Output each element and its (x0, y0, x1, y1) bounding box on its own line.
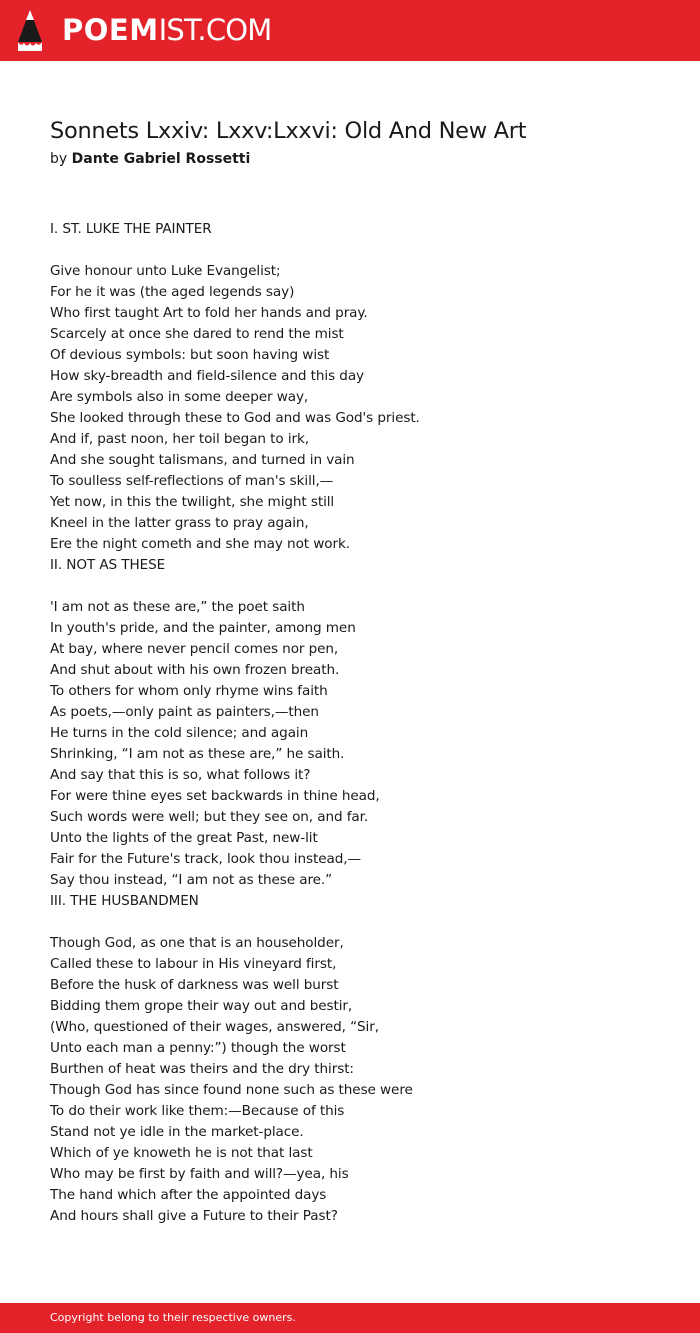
poem-line: 'I am not as these are,” the poet saith (50, 599, 305, 615)
poem-line: Bidding them grope their way out and bestir, (50, 998, 353, 1014)
poem-line: He turns in the cold silence; and again (50, 725, 309, 741)
poem-line: Fair for the Future's track, look thou instead,— (50, 851, 361, 867)
poem-line: Though God has since found none such as these were (50, 1082, 413, 1098)
logo-light-text: IST.COM (158, 13, 272, 47)
poem-line: I. ST. LUKE THE PAINTER (50, 221, 212, 237)
poem-line: Yet now, in this the twilight, she might still (50, 494, 335, 510)
poem-line: At bay, where never pencil comes nor pen, (50, 641, 339, 657)
poem-line (50, 576, 670, 597)
poem-line: Kneel in the latter grass to pray again, (50, 515, 309, 531)
poem-line: To do their work like them:—Because of this (50, 1103, 345, 1119)
poem-line: And shut about with his own frozen breath. (50, 662, 340, 678)
poem-line: Stand not ye idle in the market-place. (50, 1124, 304, 1140)
poem-line: And she sought talismans, and turned in vain (50, 452, 355, 468)
byline (50, 149, 250, 169)
poem-line: And if, past noon, her toil began to irk, (50, 431, 309, 447)
site-logo[interactable] (62, 13, 272, 47)
poem-line: (Who, questioned of their wages, answered, “Sir, (50, 1019, 379, 1035)
pencil-tip-icon[interactable] (17, 9, 43, 52)
logo-bold-text: POEM (62, 13, 159, 47)
poem-line: Though God, as one that is an householder, (50, 935, 344, 951)
poem-line: And hours shall give a Future to their Past? (50, 1208, 338, 1224)
poem-line: Of devious symbols: but soon having wist (50, 347, 330, 363)
poem-line: For were thine eyes set backwards in thine head, (50, 788, 380, 804)
poem-line: III. THE HUSBANDMEN (50, 893, 199, 909)
poem-line (50, 912, 670, 933)
poem-line: To others for whom only rhyme wins faith (50, 683, 328, 699)
site-header (0, 0, 700, 61)
poem-line: Unto each man a penny:”) though the worst (50, 1040, 346, 1056)
poem-line: Unto the lights of the great Past, new-lit (50, 830, 318, 846)
poem-title: Sonnets Lxxiv: Lxxv:Lxxvi: Old And New Art (50, 118, 527, 144)
poem-line: In youth's pride, and the painter, among men (50, 620, 356, 636)
copyright-text: Copyright belong to their respective owners. (50, 1311, 296, 1324)
poem-line: Before the husk of darkness was well burst (50, 977, 339, 993)
poem-line: And say that this is so, what follows it? (50, 767, 311, 783)
poem-line: Say thou instead, “I am not as these are.” (50, 872, 333, 888)
poem-line: Such words were well; but they see on, and far. (50, 809, 369, 825)
poem-line: To soulless self-reflections of man's skill,— (50, 473, 334, 489)
poem-line: Scarcely at once she dared to rend the mist (50, 326, 344, 342)
poem-line: How sky-breadth and field-silence and this day (50, 368, 364, 384)
poem-line (50, 240, 670, 261)
byline-prefix: by (50, 151, 68, 167)
poem-line: Which of ye knoweth he is not that last (50, 1145, 313, 1161)
poem-line: II. NOT AS THESE (50, 557, 166, 573)
poem-line: For he it was (the aged legends say) (50, 284, 295, 300)
site-footer (0, 1303, 700, 1333)
poem-body (50, 219, 670, 1227)
poem-line: Burthen of heat was theirs and the dry thirst: (50, 1061, 354, 1077)
poem-line: Give honour unto Luke Evangelist; (50, 263, 281, 279)
poem-line: Who may be first by faith and will?—yea, his (50, 1166, 349, 1182)
poem-line: Called these to labour in His vineyard first, (50, 956, 337, 972)
poem-line: Ere the night cometh and she may not work. (50, 536, 350, 552)
poem-line: Are symbols also in some deeper way, (50, 389, 309, 405)
poem-line: Shrinking, “I am not as these are,” he saith. (50, 746, 345, 762)
poem-line: She looked through these to God and was God's priest. (50, 410, 420, 426)
poem-line: Who first taught Art to fold her hands and pray. (50, 305, 368, 321)
author-name: Dante Gabriel Rossetti (71, 151, 251, 167)
poem-line: As poets,—only paint as painters,—then (50, 704, 319, 720)
poem-line: The hand which after the appointed days (50, 1187, 327, 1203)
